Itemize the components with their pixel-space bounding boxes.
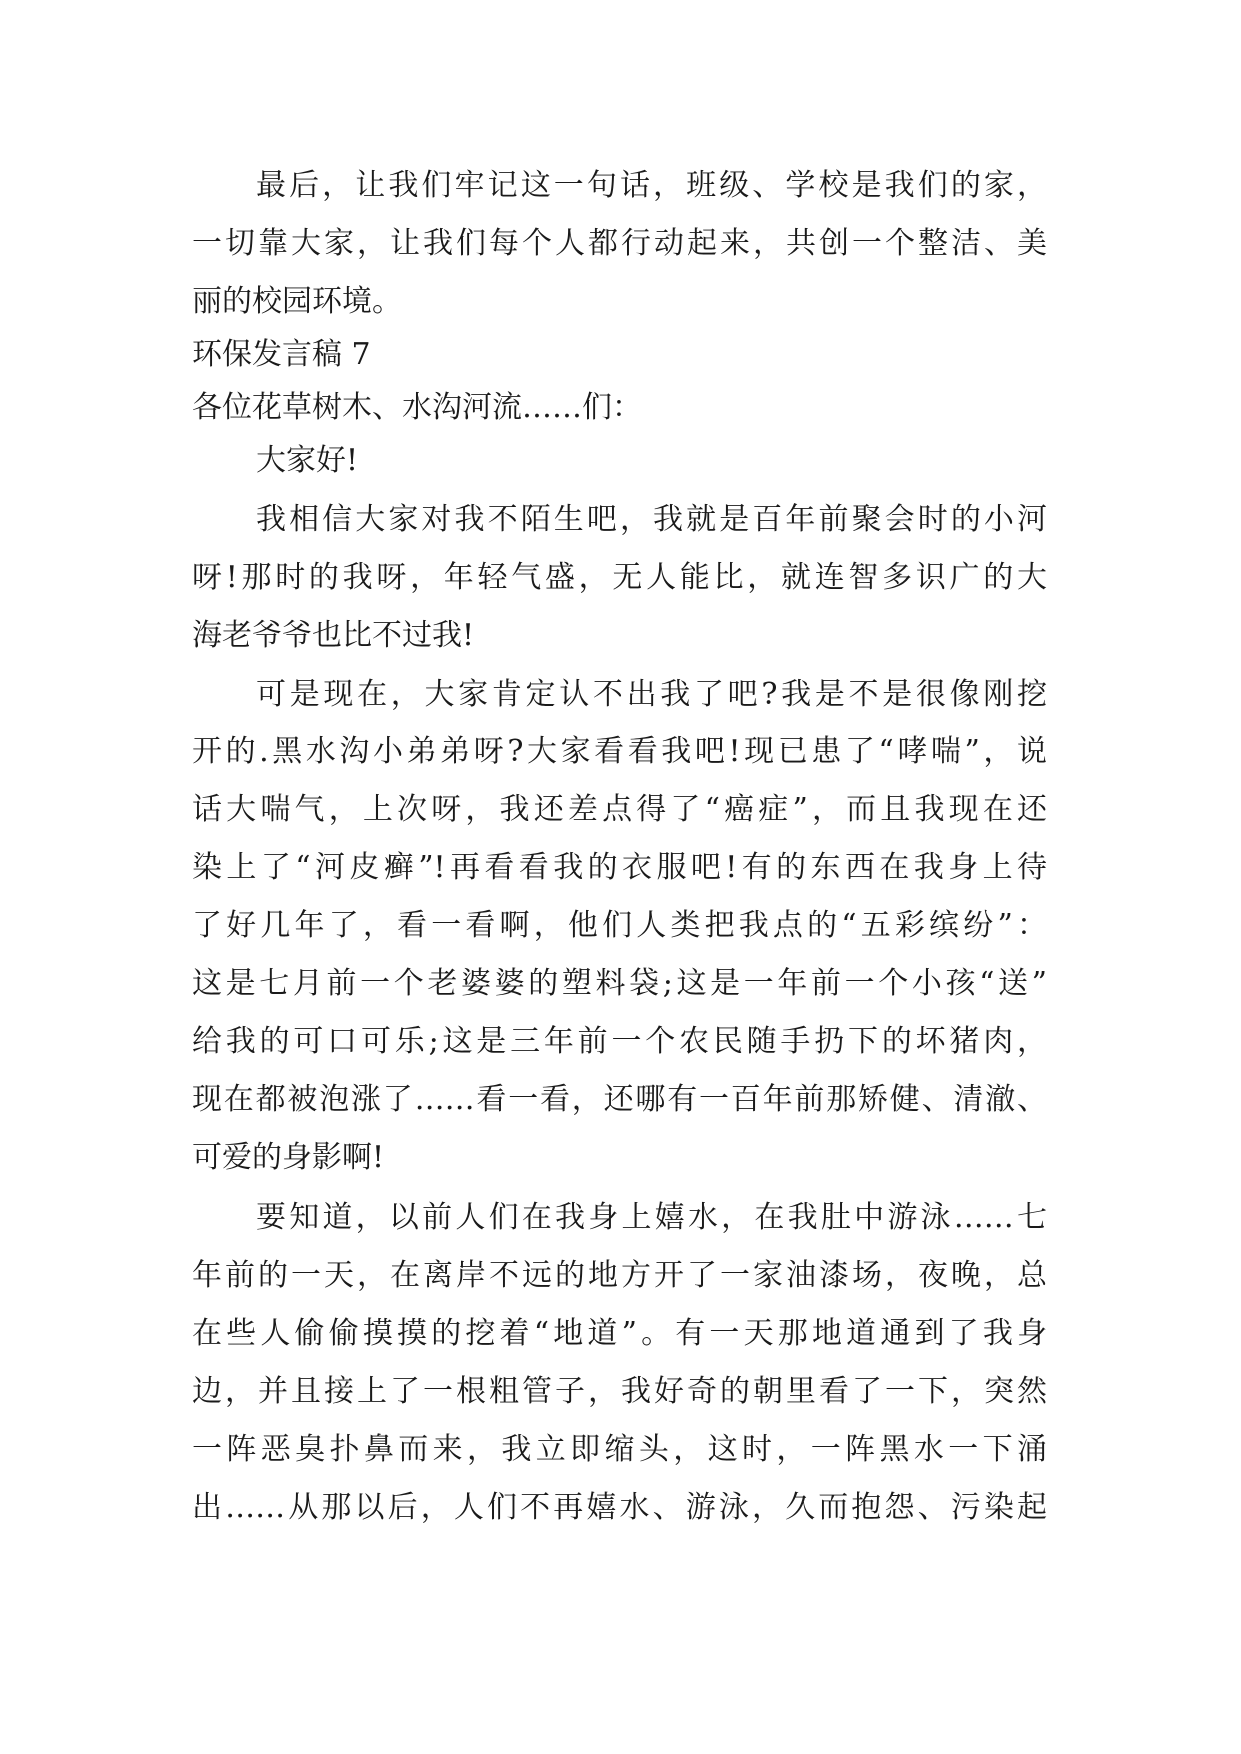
text-line: 染上了“河皮癣”!再看看我的衣服吧!有的东西在我身上待	[192, 850, 1047, 885]
section-heading: 环保发言稿 7	[192, 337, 371, 372]
text-line: 开的.黑水沟小弟弟呀?大家看看我吧!现已患了“哮喘”，说	[192, 734, 1047, 769]
text-line: 在些人偷偷摸摸的挖着“地道”。有一天那地道通到了我身	[192, 1316, 1047, 1351]
text-line: 边，并且接上了一根粗管子，我好奇的朝里看了一下，突然	[192, 1374, 1047, 1409]
text-line: 我相信大家对我不陌生吧，我就是百年前聚会时的小河	[256, 502, 1047, 537]
text-line: 要知道，以前人们在我身上嬉水，在我肚中游泳……七	[256, 1200, 1047, 1235]
text-line: 话大喘气，上次呀，我还差点得了“癌症”，而且我现在还	[192, 792, 1047, 827]
text-line: 海老爷爷也比不过我!	[192, 618, 475, 653]
salutation: 各位花草树木、水沟河流……们：	[192, 390, 642, 425]
text-line: 呀!那时的我呀，年轻气盛，无人能比，就连智多识广的大	[192, 560, 1047, 595]
text-line: 可是现在，大家肯定认不出我了吧?我是不是很像刚挖	[256, 677, 1047, 712]
text-line: 一阵恶臭扑鼻而来，我立即缩头，这时，一阵黑水一下涌	[192, 1432, 1047, 1467]
text-line: 可爱的身影啊!	[192, 1140, 385, 1175]
text-line: 出……从那以后，人们不再嬉水、游泳，久而抱怨、污染起	[192, 1490, 1047, 1525]
text-line: 一切靠大家，让我们每个人都行动起来，共创一个整洁、美	[192, 226, 1047, 261]
greeting: 大家好!	[256, 443, 359, 478]
text-line: 这是七月前一个老婆婆的塑料袋;这是一年前一个小孩“送”	[192, 966, 1047, 1001]
text-line: 现在都被泡涨了……看一看，还哪有一百年前那矫健、清澈、	[192, 1082, 1047, 1117]
text-line: 给我的可口可乐;这是三年前一个农民随手扔下的坏猪肉，	[192, 1024, 1047, 1059]
text-line: 年前的一天，在离岸不远的地方开了一家油漆场，夜晚，总	[192, 1258, 1047, 1293]
text-line: 丽的校园环境。	[192, 284, 402, 319]
text-line: 最后，让我们牢记这一句话，班级、学校是我们的家，	[256, 168, 1047, 203]
text-line: 了好几年了，看一看啊，他们人类把我点的“五彩缤纷”：	[192, 908, 1047, 943]
